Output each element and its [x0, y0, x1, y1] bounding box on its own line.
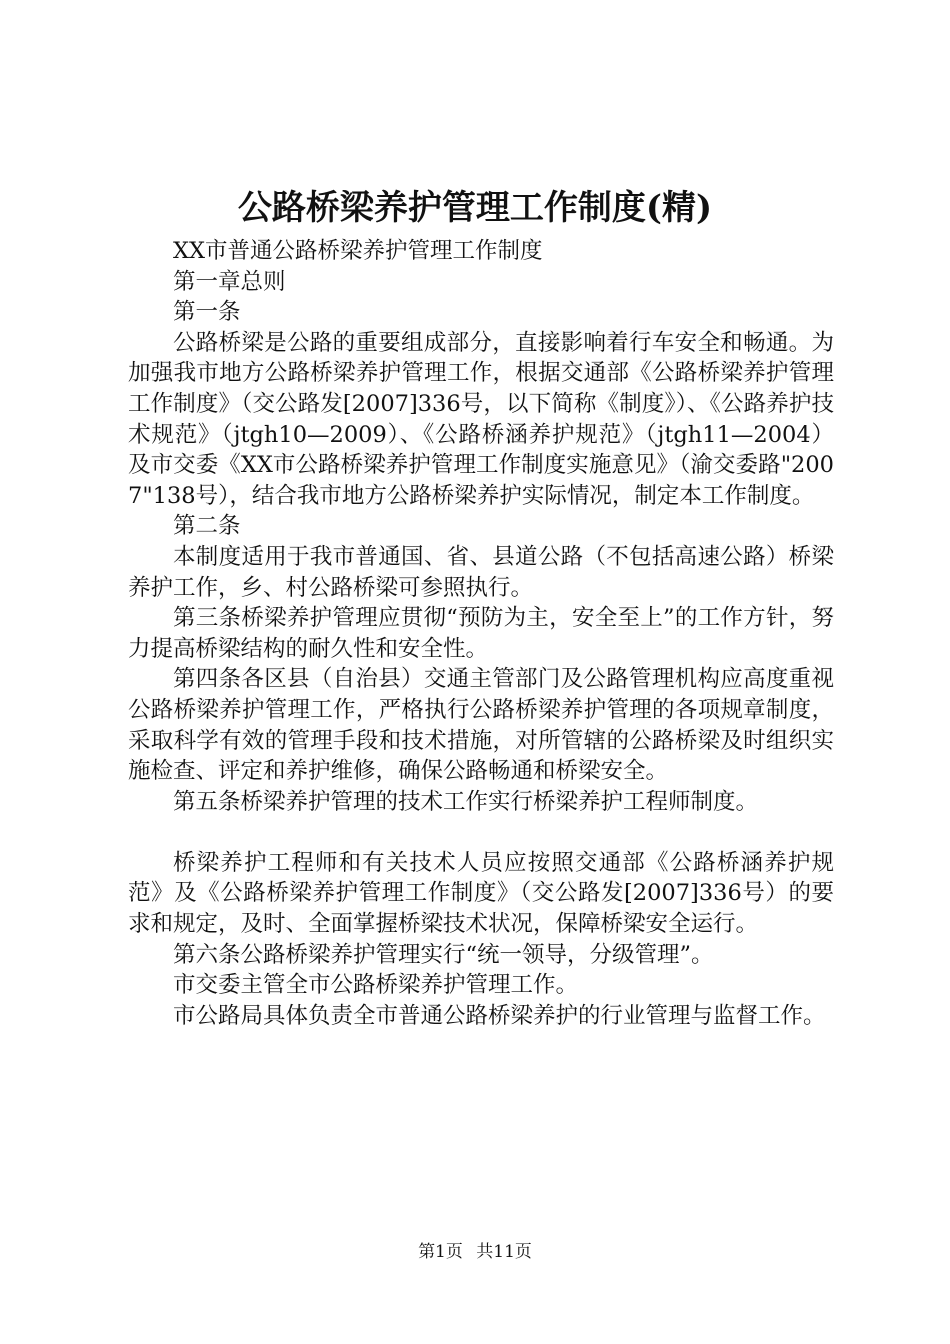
page-total: 共11页 — [476, 1242, 532, 1262]
paragraph-article-1-body: 公路桥梁是公路的重要组成部分，直接影响着行车安全和畅通。为加强我市地方公路桥梁养护管理工作，根据交通部《公路桥梁养护管理工作制度》（交公路发[2007]336号，以下简称《制度》）、《公路养护技术规范》（jtgh10—2009）、《公路桥涵养护规范》（jtgh11—2004）及市交委《XX市公路桥梁养护管理工作制度实施意见》（渝交委路"2007"138号），结合我市地方公路桥梁养护实际情况，制定本工作制度。 — [128, 329, 834, 509]
document-body — [128, 236, 834, 1031]
paragraph-article-5: 第五条桥梁养护管理的技术工作实行桥梁养护工程师制度。 — [173, 788, 759, 815]
paragraph-article-2-body: 本制度适用于我市普通国、省、县道公路（不包括高速公路）桥梁养护工作，乡、村公路桥梁可参照执行。 — [128, 543, 834, 601]
document-title: 公路桥梁养护管理工作制度(精) — [237, 188, 713, 228]
paragraph-article-5-body: 桥梁养护工程师和有关技术人员应按照交通部《公路桥涵养护规范》及《公路桥梁养护管理工作制度》（交公路发[2007]336号）的要求和规定，及时、全面掌握桥梁技术状况，保障桥梁安全运行。 — [128, 849, 834, 938]
paragraph-article-6-item-1: 市交委主管全市公路桥梁养护管理工作。 — [173, 972, 579, 999]
paragraph-subtitle: XX市普通公路桥梁养护管理工作制度 — [173, 238, 543, 264]
paragraph-article-3: 第三条桥梁养护管理应贯彻“预防为主，安全至上”的工作方针，努力提高桥梁结构的耐久性和安全性。 — [128, 605, 834, 662]
page-footer — [0, 1240, 950, 1264]
paragraph-article-2-heading: 第二条 — [173, 513, 241, 540]
page-number: 第1页 — [418, 1242, 463, 1262]
paragraph-article-4: 第四条各区县（自治县）交通主管部门及公路管理机构应高度重视公路桥梁养护管理工作，严格执行公路桥梁养护管理的各项规章制度，采取科学有效的管理手段和技术措施，对所管辖的公路桥梁及时组织实施检查、评定和养护维修，确保公路畅通和桥梁安全。 — [128, 666, 834, 785]
paragraph-article-6: 第六条公路桥梁养护管理实行“统一领导，分级管理”。 — [173, 941, 714, 968]
paragraph-article-1-heading: 第一条 — [173, 299, 241, 326]
paragraph-article-6-item-2: 市公路局具体负责全市普通公路桥梁养护的行业管理与监督工作。 — [173, 1002, 826, 1029]
paragraph-blank — [128, 817, 834, 848]
paragraph-chapter-heading: 第一章总则 — [173, 268, 286, 295]
